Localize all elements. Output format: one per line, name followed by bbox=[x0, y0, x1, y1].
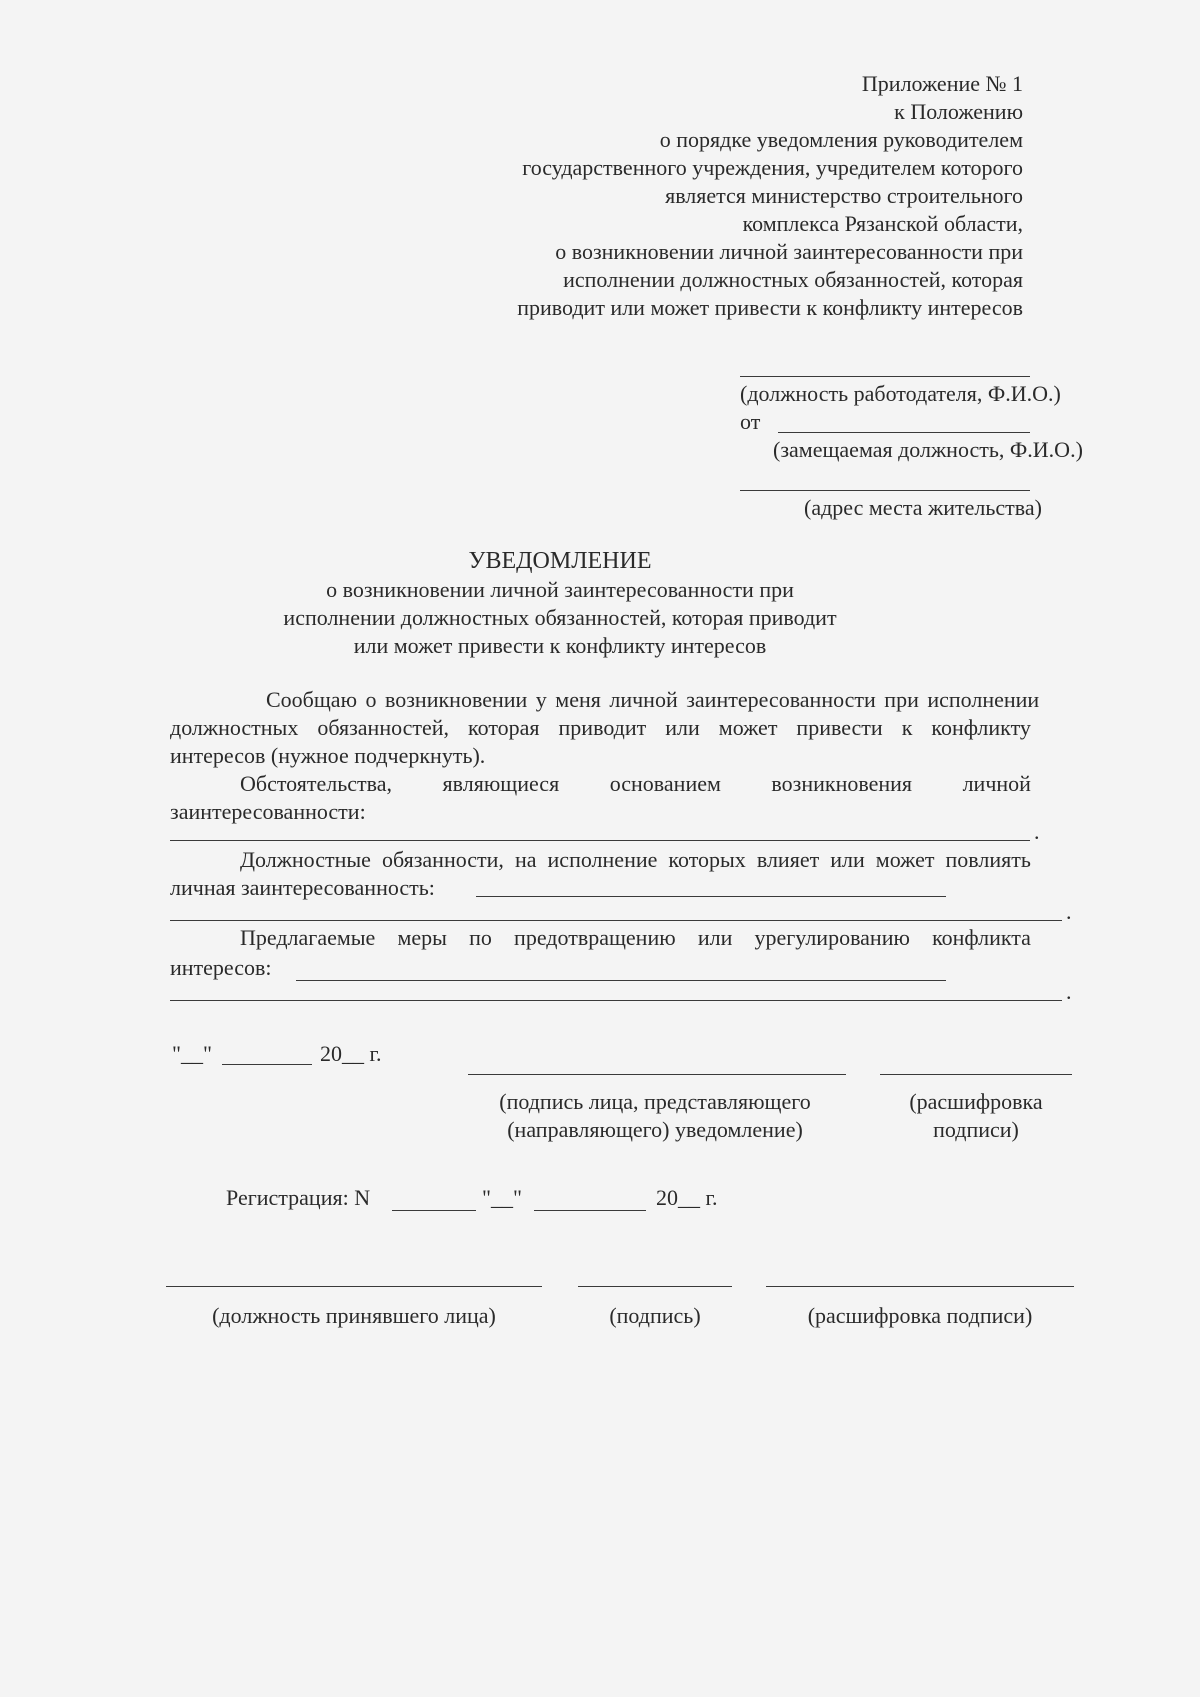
word: Должностные bbox=[240, 847, 371, 872]
receiver-decode-caption: (расшифровка подписи) bbox=[807, 1303, 1033, 1328]
appendix-header bbox=[403, 70, 1023, 322]
signature-caption-1: (подпись лица, представляющего bbox=[499, 1089, 811, 1114]
date-month-field[interactable] bbox=[222, 1064, 312, 1065]
header-line: о возникновении личной заинтересованности при bbox=[555, 239, 1023, 264]
receiver-signature-caption: (подпись) bbox=[609, 1303, 701, 1328]
position-caption: (замещаемая должность, Ф.И.О.) bbox=[773, 437, 1083, 462]
p2-line2: заинтересованности: bbox=[170, 799, 366, 824]
word: может bbox=[875, 847, 935, 872]
header-line: является министерство строительного bbox=[665, 183, 1023, 208]
receiver-position-field[interactable] bbox=[166, 1286, 542, 1287]
header-line: государственного учреждения, учредителем которого bbox=[522, 155, 1023, 180]
word: исполнение bbox=[547, 847, 658, 872]
from-label: от bbox=[740, 409, 761, 434]
employer-line bbox=[740, 376, 1030, 377]
registration-number-field[interactable] bbox=[392, 1210, 476, 1211]
title-subline: исполнении должностных обязанностей, которая приводит bbox=[283, 605, 837, 630]
p3-line1 bbox=[240, 846, 1031, 874]
decode-caption-2: подписи) bbox=[933, 1117, 1019, 1142]
header-line: к Положению bbox=[894, 99, 1023, 124]
word: обязанности, bbox=[381, 847, 504, 872]
word: конфликта bbox=[932, 925, 1031, 950]
registration-label: Регистрация: N bbox=[226, 1185, 371, 1210]
word: меры bbox=[397, 925, 447, 950]
date-year: 20__ г. bbox=[320, 1041, 382, 1066]
receiver-signature-field[interactable] bbox=[578, 1286, 732, 1287]
word: которая bbox=[468, 715, 540, 740]
p1-line2 bbox=[170, 714, 1031, 742]
receiver-position-caption: (должность принявшего лица) bbox=[212, 1303, 496, 1328]
word: влияет bbox=[756, 847, 820, 872]
word: по bbox=[469, 925, 492, 950]
address-line bbox=[740, 490, 1030, 491]
header-line: Приложение № 1 bbox=[861, 71, 1023, 96]
address-caption: (адрес места жительства) bbox=[804, 495, 1042, 520]
date-day: "__" bbox=[172, 1041, 212, 1066]
word: основанием bbox=[609, 771, 721, 796]
registration-year: 20__ г. bbox=[656, 1185, 718, 1210]
p1-line1 bbox=[266, 686, 1040, 714]
signature-caption-2: (направляющего) уведомление) bbox=[507, 1117, 803, 1142]
duties-field-1[interactable] bbox=[476, 896, 946, 897]
word: урегулированию bbox=[754, 925, 910, 950]
word: Предлагаемые bbox=[240, 925, 376, 950]
p4-line2: интересов: bbox=[170, 955, 272, 980]
word: конфликту bbox=[931, 715, 1031, 740]
word: Обстоятельства, bbox=[240, 771, 393, 796]
word: привести bbox=[796, 715, 883, 740]
word: обязанностей, bbox=[317, 715, 450, 740]
word: на bbox=[514, 847, 537, 872]
p1-line3: интересов (нужное подчеркнуть). bbox=[170, 743, 486, 768]
word: которых bbox=[668, 847, 746, 872]
signature-field[interactable] bbox=[468, 1074, 846, 1075]
word: предотвращению bbox=[514, 925, 676, 950]
header-line: комплекса Рязанской области, bbox=[742, 211, 1023, 236]
circumstances-field[interactable] bbox=[170, 840, 1030, 841]
period: . bbox=[1034, 819, 1040, 844]
word: личной bbox=[962, 771, 1031, 796]
word: может bbox=[718, 715, 778, 740]
word: приводит bbox=[558, 715, 647, 740]
header-line: о порядке уведомления руководителем bbox=[659, 127, 1023, 152]
word: или bbox=[665, 715, 700, 740]
word: являющиеся bbox=[442, 771, 560, 796]
duties-field-2[interactable] bbox=[170, 920, 1062, 921]
word: или bbox=[830, 847, 865, 872]
measures-field-2[interactable] bbox=[170, 1000, 1062, 1001]
measures-field-1[interactable] bbox=[296, 980, 946, 981]
p3-line2: личная заинтересованность: bbox=[170, 875, 435, 900]
body-text: Сообщаю о возникновении у меня личной заинтересованности при исполнении bbox=[266, 687, 1040, 712]
period: . bbox=[1066, 979, 1072, 1004]
word: должностных bbox=[170, 715, 299, 740]
registration-month-field[interactable] bbox=[534, 1210, 646, 1211]
from-line bbox=[778, 432, 1030, 433]
word: возникновения bbox=[771, 771, 913, 796]
title-subline: или может привести к конфликту интересов bbox=[353, 633, 767, 658]
p2-line1 bbox=[240, 770, 1031, 798]
word: повлиять bbox=[945, 847, 1031, 872]
word: или bbox=[697, 925, 733, 950]
document-title: УВЕДОМЛЕНИЕ bbox=[468, 548, 652, 574]
word: к bbox=[901, 715, 913, 740]
header-line: приводит или может привести к конфликту интересов bbox=[517, 295, 1023, 320]
p4-line1 bbox=[240, 924, 1031, 952]
receiver-decode-field[interactable] bbox=[766, 1286, 1074, 1287]
registration-day: "__" bbox=[482, 1185, 522, 1210]
signature-decode-field[interactable] bbox=[880, 1074, 1072, 1075]
employer-caption: (должность работодателя, Ф.И.О.) bbox=[740, 381, 1061, 406]
decode-caption-1: (расшифровка bbox=[909, 1089, 1043, 1114]
header-line: исполнении должностных обязанностей, которая bbox=[563, 267, 1023, 292]
period: . bbox=[1066, 899, 1072, 924]
title-subline: о возникновении личной заинтересованности при bbox=[326, 577, 794, 602]
